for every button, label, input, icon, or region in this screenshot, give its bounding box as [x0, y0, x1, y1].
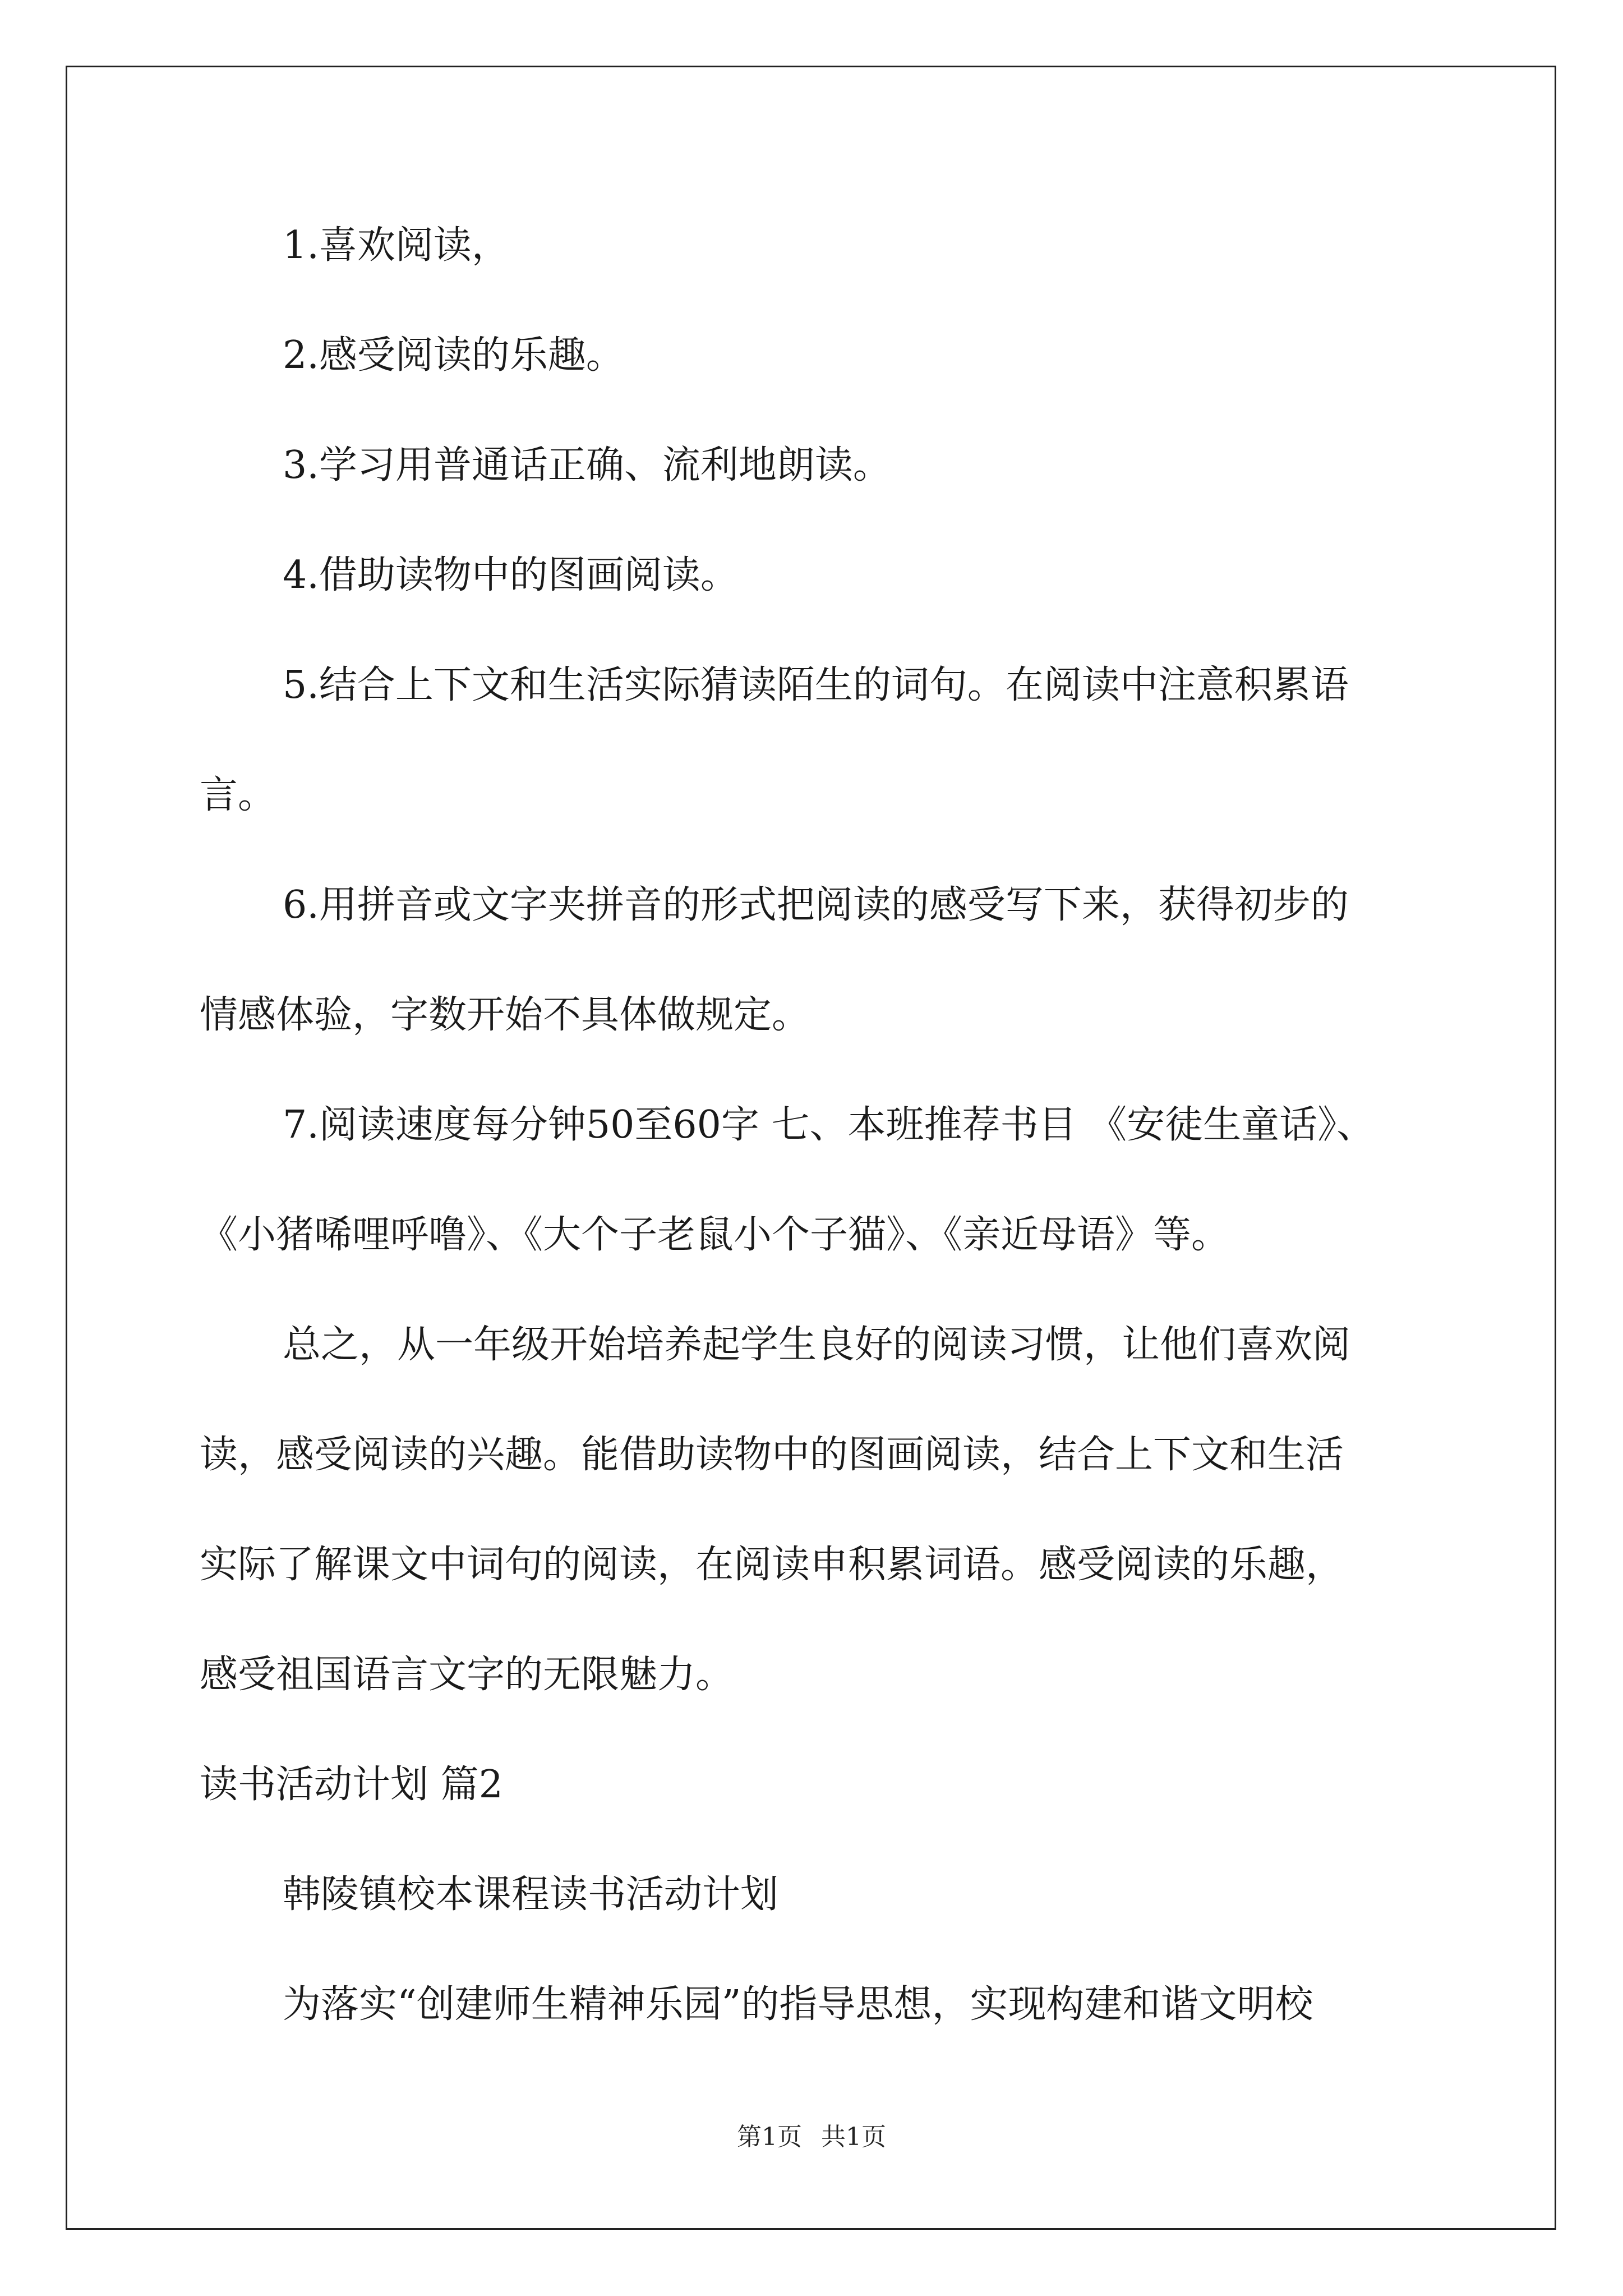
paragraph-line: 为落实“创建师生精神乐园”的指导思想，实现构建和谐文明校	[283, 1982, 1313, 2027]
paragraph-line: 总之，从一年级开始培养起学生良好的阅读习惯，让他们喜欢阅	[283, 1323, 1351, 1367]
paragraph-line: 4.借助读物中的图画阅读。	[283, 553, 739, 597]
paragraph-line: 读，感受阅读的兴趣。能借助读物中的图画阅读，结合上下文和生活	[200, 1433, 1344, 1477]
section-heading: 读书活动计划 篇2	[200, 1763, 503, 1807]
paragraph-line: 《小猪唏哩呼噜》、《大个子老鼠小个子猫》、《亲近母语》等。	[200, 1213, 1230, 1257]
paragraph-line: 言。	[200, 773, 276, 817]
paragraph-line: 实际了解课文中词句的阅读，在阅读申积累词语。感受阅读的乐趣，	[200, 1543, 1344, 1587]
document-body	[200, 219, 1433, 2088]
paragraph-line: 韩陵镇校本课程读书活动计划	[283, 1872, 779, 1917]
paragraph-line: 情感体验，字数开始不具体做规定。	[200, 993, 810, 1037]
paragraph-line: 5.结合上下文和生活实际猜读陌生的词句。在阅读中注意积累语	[283, 663, 1349, 707]
page-footer	[0, 2120, 1623, 2154]
paragraph-line: 感受祖国语言文字的无限魅力。	[200, 1653, 734, 1697]
paragraph-line: 7.阅读速度每分钟50至60字 七、本班推荐书目 《安徒生童话》、	[283, 1103, 1375, 1147]
paragraph-line: 2.感受阅读的乐趣。	[283, 333, 624, 378]
paragraph-line: 6.用拼音或文字夹拼音的形式把阅读的感受写下来，获得初步的	[283, 883, 1349, 927]
page-number: 第1页	[737, 2123, 802, 2151]
page-total: 共1页	[821, 2123, 886, 2151]
paragraph-line: 3.学习用普通话正确、流利地朗读。	[283, 443, 891, 487]
paragraph-line: 1.喜欢阅读，	[283, 223, 510, 268]
